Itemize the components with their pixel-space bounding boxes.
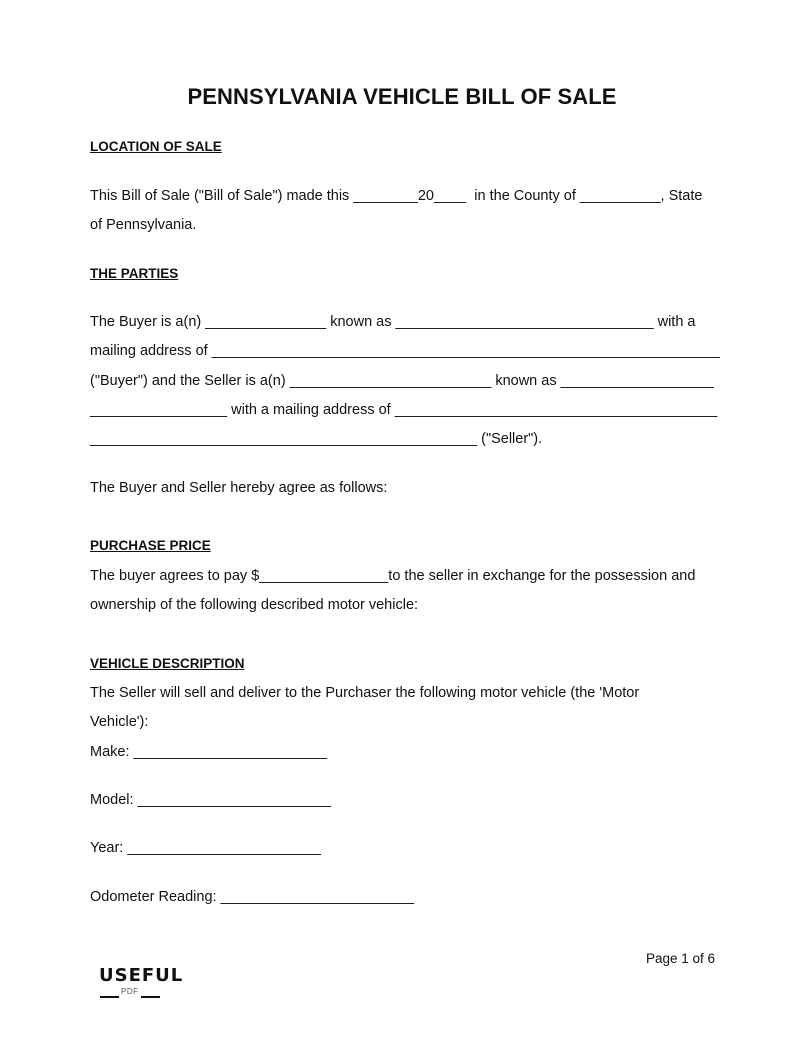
purchase-price-heading: PURCHASE PRICE	[90, 538, 211, 553]
location-line-2: of Pennsylvania.	[90, 217, 197, 233]
page-number: Page 1 of 6	[646, 951, 716, 966]
location-heading: LOCATION OF SALE	[90, 139, 222, 154]
parties-line-1: The Buyer is a(n) _______________ known as ________________________________ with a	[90, 314, 696, 330]
parties-line-4: _________________ with a mailing address of ________________________________________	[90, 402, 718, 418]
location-line-1: This Bill of Sale ("Bill of Sale") made this ________20____ in the County of __________, State	[90, 188, 703, 204]
purchase-price-line-2: ownership of the following described motor vehicle:	[90, 597, 419, 613]
logo-rule-left	[100, 996, 119, 998]
make-field: Make: ________________________	[90, 744, 328, 760]
parties-line-2: mailing address of _______________________________________________________________	[90, 343, 720, 359]
model-field: Model: ________________________	[90, 792, 332, 808]
vehicle-description-line-1: The Seller will sell and deliver to the Purchaser the following motor vehicle (the 'Motor	[90, 685, 640, 701]
logo-rule-right	[141, 996, 160, 998]
parties-agreement: The Buyer and Seller hereby agree as follows:	[90, 480, 388, 496]
parties-heading: THE PARTIES	[90, 266, 179, 281]
parties-line-3: ("Buyer") and the Seller is a(n) _________________________ known as ___________________	[90, 373, 714, 389]
purchase-price-line-1: The buyer agrees to pay $________________to the seller in exchange for the possession and	[90, 568, 696, 584]
usefulpdf-logo	[99, 965, 184, 1001]
parties-line-5: ________________________________________________ ("Seller").	[90, 431, 543, 447]
logo-text: USEFUL	[99, 965, 184, 986]
year-field: Year: ________________________	[90, 840, 321, 856]
vehicle-description-line-2: Vehicle'):	[90, 714, 149, 730]
document-title: PENNSYLVANIA VEHICLE BILL OF SALE	[187, 84, 617, 109]
odometer-field: Odometer Reading: ________________________	[90, 889, 415, 905]
vehicle-description-heading: VEHICLE DESCRIPTION	[90, 656, 245, 671]
logo-subtext: PDF	[121, 987, 139, 996]
